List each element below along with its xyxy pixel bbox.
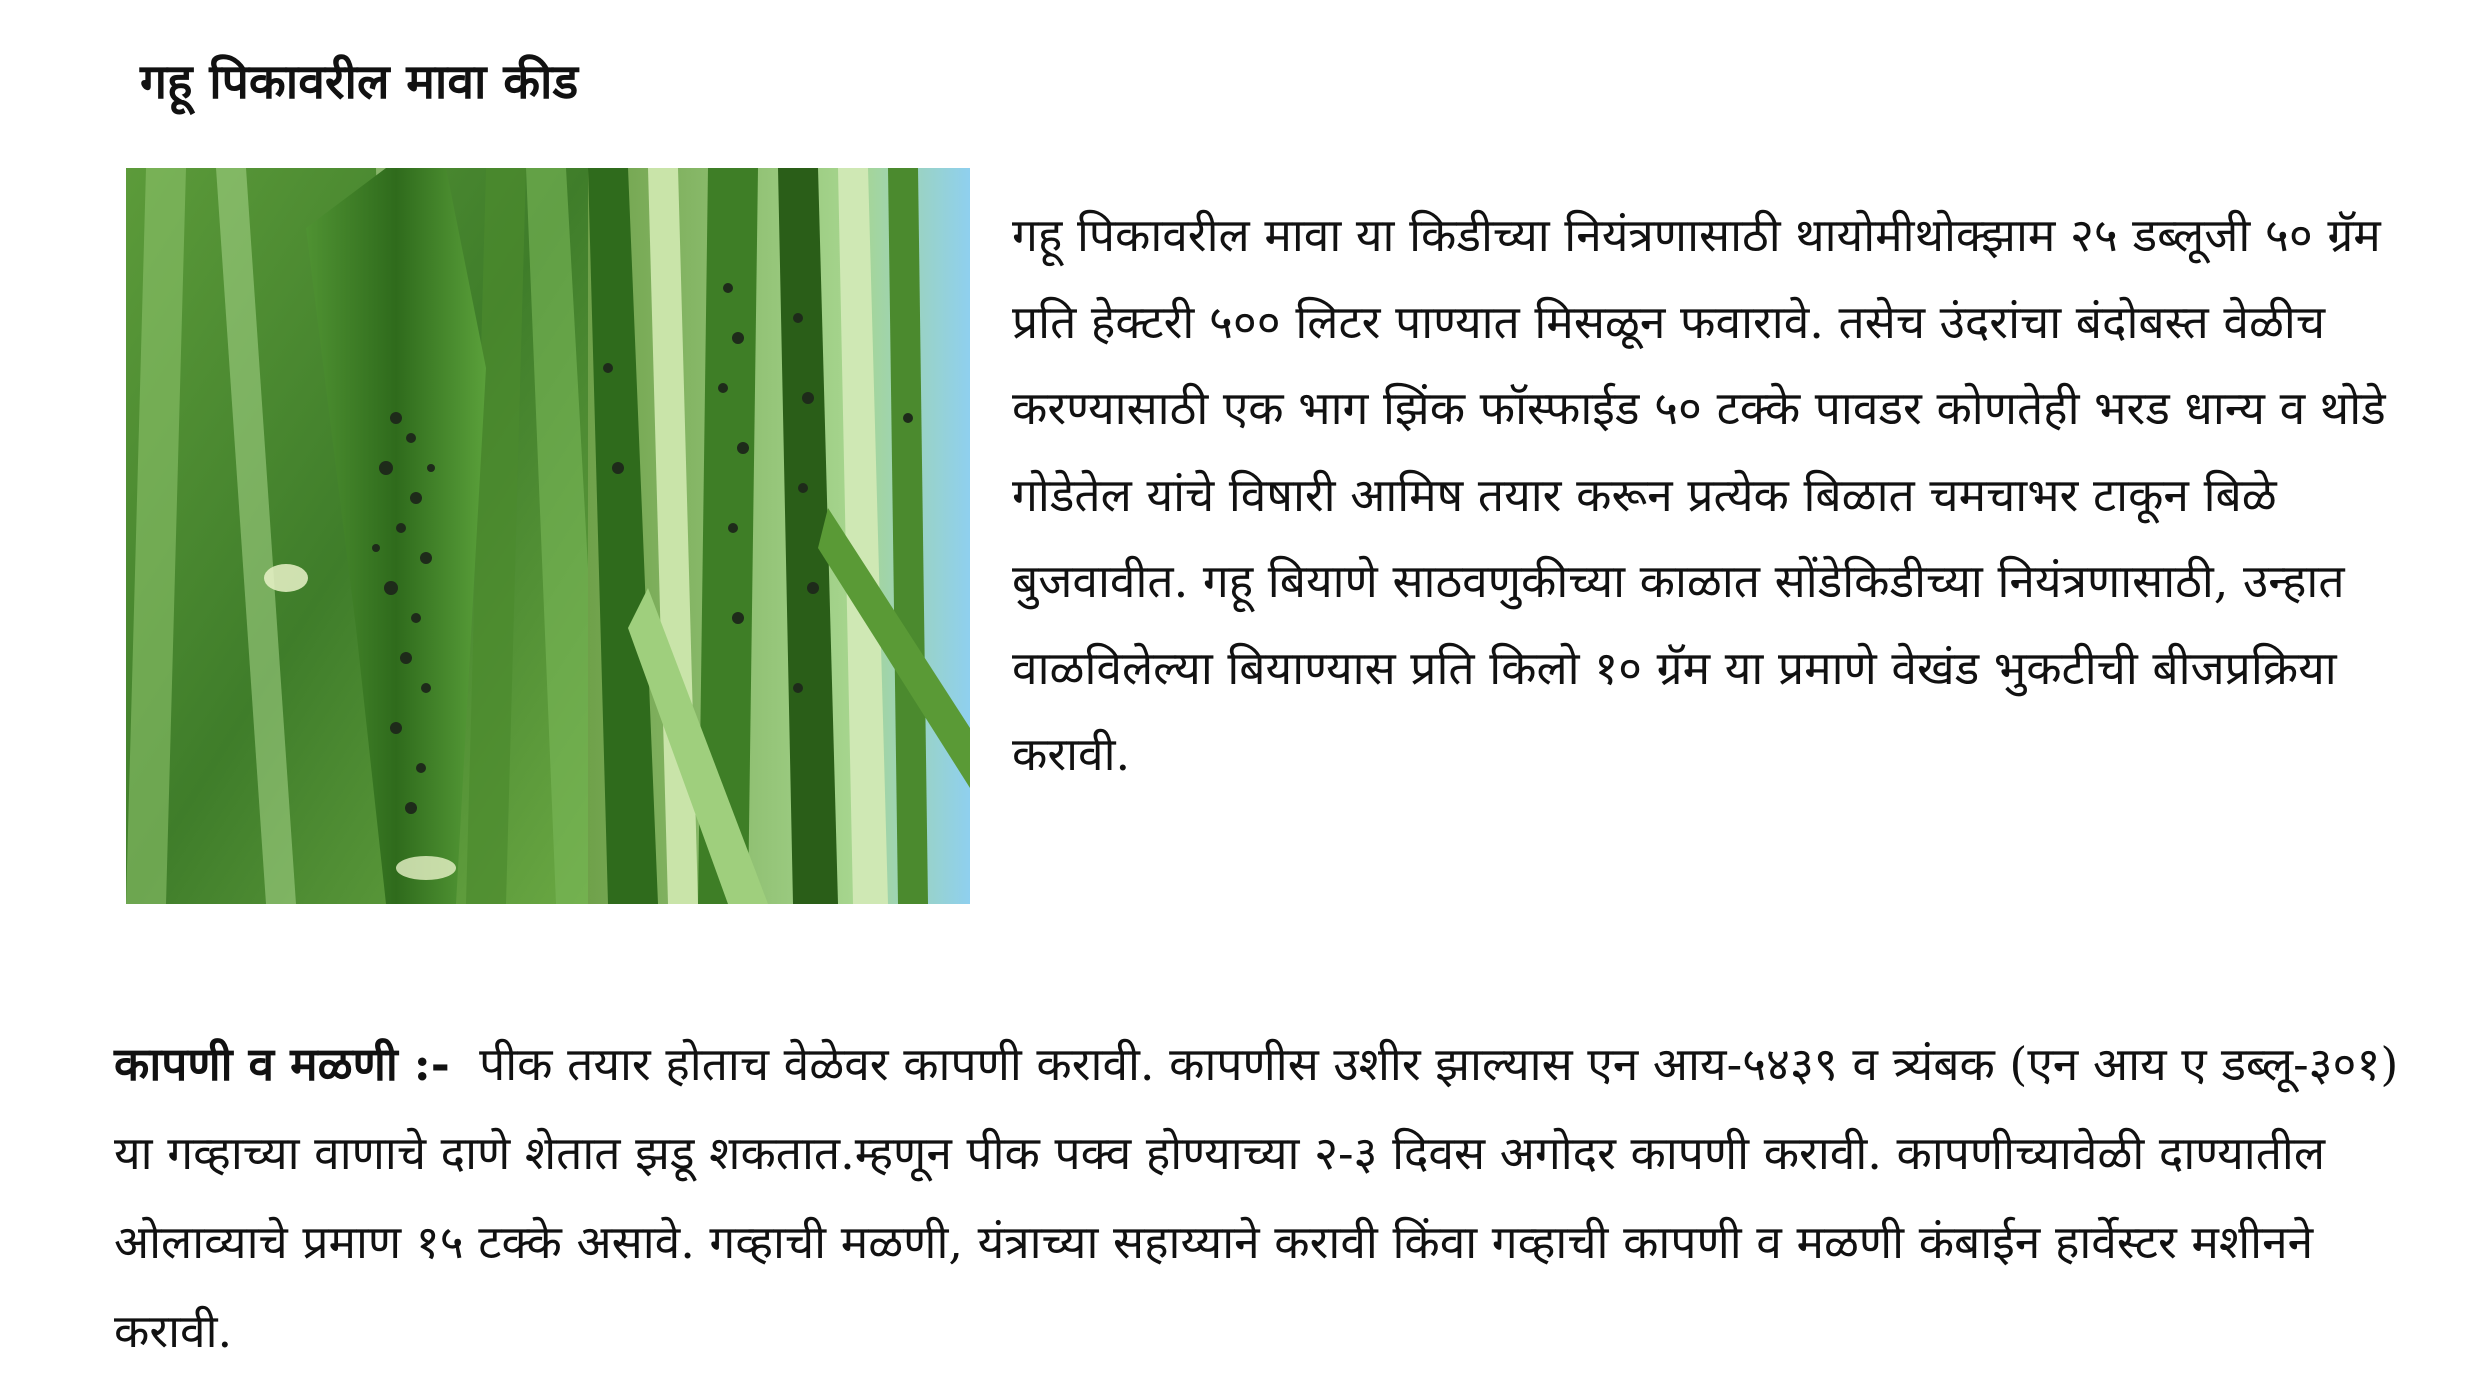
wheat-stems-photo-icon xyxy=(588,168,970,904)
wheat-aphid-photo xyxy=(126,168,970,904)
page-title: गहू पिकावरील मावा कीड xyxy=(140,54,579,110)
pest-control-paragraph: गहू पिकावरील मावा या किडीच्या नियंत्रणासाठी थायोमीथोक्झाम २५ डब्लूजी ५० ग्रॅम प्रति हेक्टरी ५०० लिटर पाण्यात मिसळून फवारावे. तसेच उंदरांचा बंदोबस्त वेळीच करण्यासाठी एक भाग झिंक फॉस्फाईड ५० टक्के पावडर कोणतेही भरड धान्य व थोडे गोडेतेल यांचे विषारी आमिष तयार करून प्रत्येक बिळात चमचाभर टाकून बिळे बुजवावीत. गहू बियाणे साठवणुकीच्या काळात सोंडेकिडीच्या नियंत्रणासाठी, उन्हात वाळविलेल्या बियाण्यास प्रति किलो १० ग्रॅम या प्रमाणे वेखंड भुकटीची बीजप्रक्रिया करावी. xyxy=(1012,208,2386,781)
wheat-aphid-photo-icon xyxy=(126,168,588,904)
harvest-heading: कापणी व मळणी :- xyxy=(114,1037,450,1091)
harvest-paragraph xyxy=(114,1020,2404,1376)
harvest-text: पीक तयार होताच वेळेवर कापणी करावी. कापणीस उशीर झाल्यास एन आय-५४३९ व त्र्यंबक (एन आय ए डब्लू-३०१) या गव्हाच्या वाणाचे दाणे शेतात झडू शकतात.म्हणून पीक पक्व होण्याच्या २-३ दिवस अगोदर कापणी करावी. कापणीच्यावेळी दाण्यातील ओलाव्याचे प्रमाण १५ टक्के असावे. गव्हाची मळणी, यंत्राच्या सहाय्याने करावी किंवा गव्हाची कापणी व मळणी कंबाईन हार्वेस्टर मशीनने करावी. xyxy=(114,1037,2399,1358)
